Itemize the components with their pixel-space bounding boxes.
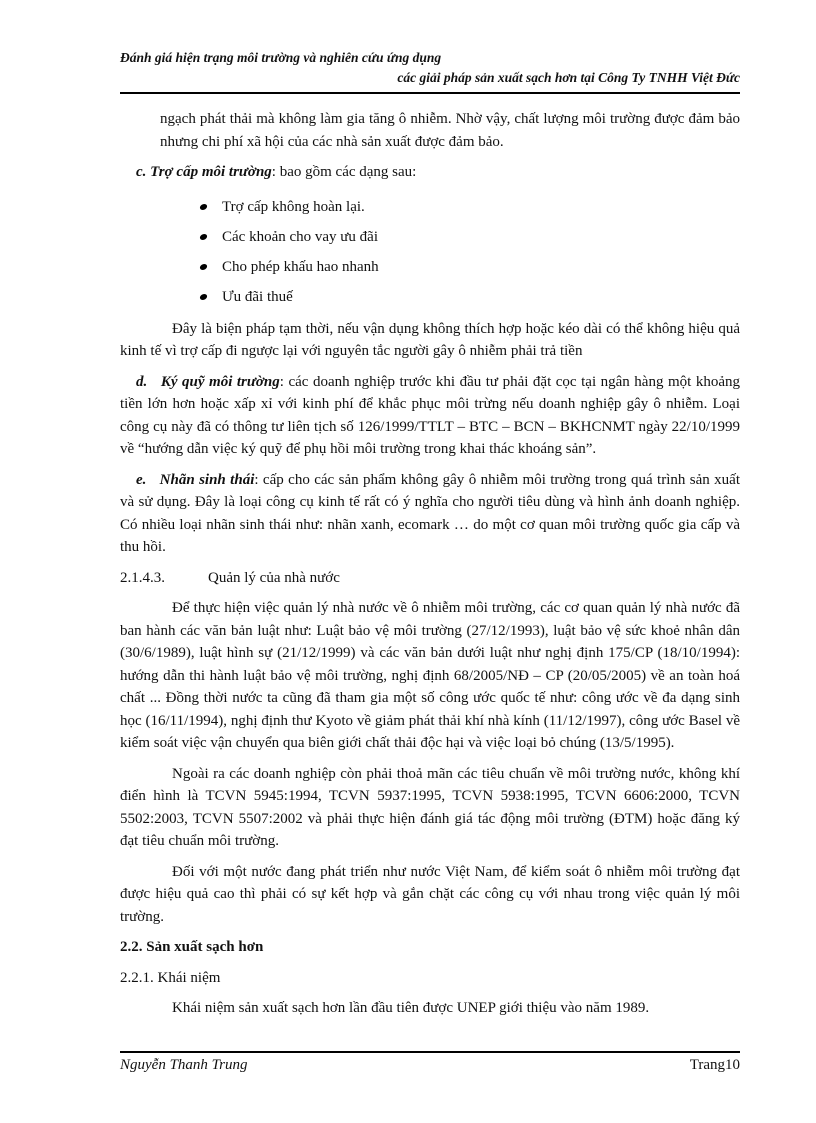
subheading-concept: 2.2.1. Khái niệm <box>120 969 221 986</box>
item-d-text: : các doanh nghiệp trước khi đầu tư phải đặt cọc tại ngân hàng một khoảng tiền lớn hơn hoặc xấp xỉ với kinh phí để khắc phục môi trừng nếu doanh nghiệp gây ô nhiễm. Loại công cụ này đã có thông tư liên tịch số 126/1999/TTLT – BTC – BCN – BKHCNMT ngày 22/10/1999 về “hướng dẫn việc ký quỹ để phụ hồi môi trường trong khai thác khoáng sản”. <box>120 373 740 457</box>
item-e-text: : cấp cho các sản phẩm không gây ô nhiễm môi trường trong quá trình sản xuất và sử dụng. Đây là loại công cụ kinh tế rất có ý nghĩa cho người tiêu dùng và hình ảnh doanh nghiệp. Có nhiều loại nhãn sinh thái như: nhãn xanh, ecomark … do một cơ quan môi trường quốc gia cấp và thu hồi. <box>120 471 740 555</box>
header-line-1: Đánh giá hiện trạng môi trường và nghiên cứu ứng dụng <box>120 50 442 65</box>
paragraph-concept: Khái niệm sản xuất sạch hơn lần đầu tiên được UNEP giới thiệu vào năm 1989. <box>172 1000 650 1016</box>
page-content <box>120 108 740 1028</box>
paragraph-state-management-2: Ngoài ra các doanh nghiệp còn phải thoả mãn các tiêu chuẩn về môi trường nước, không khí điển hình là TCVN 5945:1994, TCVN 5937:1995, TCVN 5938:1995, TCVN 6606:2000, TCVN 5502:2003, TCVN 5507:2002 và phải thực hiện đánh giá tác động môi trường (ĐTM) hoặc đăng ký đạt tiêu chuẩn môi trường. <box>120 765 740 849</box>
item-c-term: Trợ cấp môi trường <box>150 164 272 180</box>
item-d <box>120 371 740 461</box>
list-item: Ưu đãi thuế <box>200 282 740 312</box>
section-number: 2.1.4.3. <box>120 569 165 586</box>
item-c-text: : bao gồm các dạng sau: <box>271 164 417 180</box>
page-footer <box>120 1057 740 1074</box>
item-e-term: Nhãn sinh thái <box>159 471 255 488</box>
paragraph-state-management-1: Để thực hiện việc quản lý nhà nước về ô nhiễm môi trường, các cơ quan quản lý nhà nước đã ban hành các văn bản luật như: Luật bảo vệ môi trường (27/12/1993), luật bảo vệ sức khoẻ nhân dân (30/6/1989), luật hình sự (21/12/1999) và các văn bản dưới luật như nghị định 175/CP (18/10/1994): hướng dẫn thi hành luật bảo vệ môi trường, nghị định 68/2005/NĐ – CP (20/05/2005) về an toàn hoá chất ... Đồng thời nước ta cũng đã tham gia một số công ước quốc tế như: công ước về đa dạng sinh học (16/11/1994), nghị định thư Kyoto về giảm phát thải khí nhà kính (11/12/1997), công ước Basel về kiểm soát việc vận chuyển qua biên giới chất thải độc hại và việc loại bỏ chúng (13/5/1995). <box>120 600 740 751</box>
item-c <box>120 161 740 184</box>
item-d-label: d. <box>136 373 148 390</box>
list-item: Trợ cấp không hoàn lại. <box>200 192 740 222</box>
list-item: Các khoản cho vay ưu đãi <box>200 222 740 252</box>
header-line-2: các giải pháp sản xuất sạch hơn tại Công Ty TNHH Việt Đức <box>397 70 740 85</box>
paragraph-subsidy: Đây là biện pháp tạm thời, nếu vận dụng không thích hợp hoặc kéo dài có thể không hiệu quả kinh tế vì trợ cấp đi ngược lại với nguyên tắc người gây ô nhiễm phải trả tiền <box>120 320 740 359</box>
item-e-label: e. <box>136 471 147 488</box>
footer-author: Nguyễn Thanh Trung <box>120 1057 248 1073</box>
footer-rule <box>120 1051 740 1053</box>
subsidy-list <box>120 192 740 312</box>
section-title: Quản lý của nhà nước <box>208 569 340 586</box>
paragraph-state-management-3: Đối với một nước đang phát triển như nước Việt Nam, để kiểm soát ô nhiễm môi trường đạt được hiệu quả cao thì phải có sự kết hợp và gắn chặt các công cụ với nhau trong việc quản lý môi trường. <box>120 863 740 925</box>
section-heading-2143 <box>120 567 740 590</box>
paragraph-continued: ngạch phát thải mà không làm gia tăng ô nhiễm. Nhờ vậy, chất lượng môi trường được đảm bảo nhưng chi phí xã hội của các nhà sản xuất được đảm bảo. <box>160 111 740 150</box>
item-c-label: c. <box>136 164 147 180</box>
page-number: Trang10 <box>689 1057 740 1073</box>
header-rule <box>120 92 740 94</box>
item-e <box>120 469 740 559</box>
list-item: Cho phép khấu hao nhanh <box>200 252 740 282</box>
page-header <box>120 48 740 88</box>
item-d-term: Ký quỹ môi trường <box>160 373 280 390</box>
heading-cleaner-production: 2.2. Sản xuất sạch hơn <box>120 939 264 955</box>
